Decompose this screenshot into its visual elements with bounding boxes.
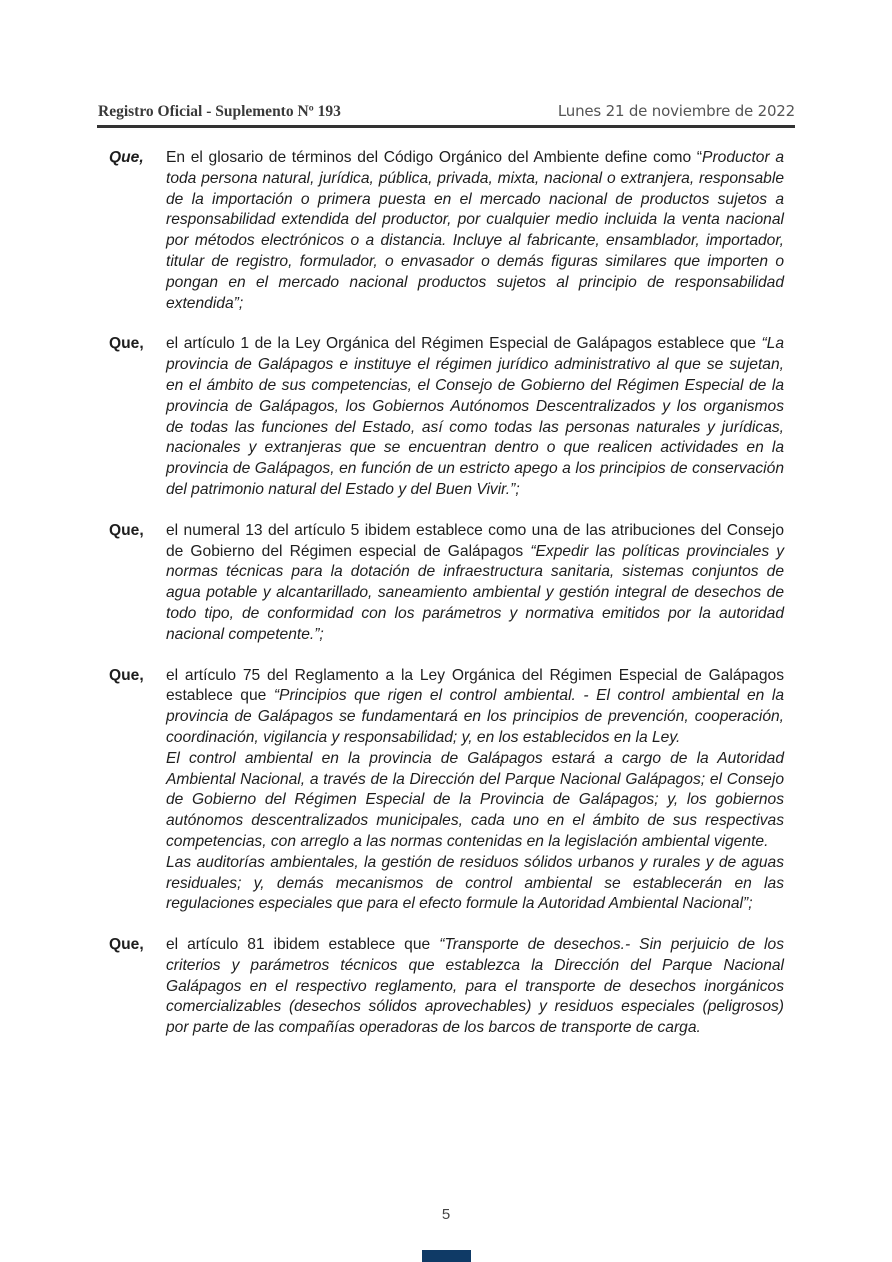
quoted-text: “Expedir las políticas provinciales y normas técnicas para la dotación de infraestructura sanitaria, sistemas conjuntos de agua potable y alcantarillado, saneamiento ambiental y gestión integral de desechos de todo tipo, de conformidad con los parámetros y normativa emitidos por la autoridad nacional competente.”; [166,542,784,643]
clause-intro-text: el artículo 75 del Reglamento a la Ley Orgánica del Régimen Especial de Galápagos establece que [166,666,784,705]
page-number: 5 [441,1206,451,1223]
clause-label: Que, [109,521,144,539]
clause-paragraph [166,521,784,646]
header-divider [97,125,795,128]
clause [109,334,784,500]
clause [109,935,784,1039]
quoted-text: El control ambiental en la provincia de Galápagos estará a cargo de la Autoridad Ambiental Nacional, a través de la Dirección del Parque Nacional Galápagos; el Consejo de Gobierno del Régimen Especial de la Provincia de Galápagos; y, los gobiernos autónomos descentralizados municipales, cada uno en el ámbito de sus respectivas competencias, con arreglo a las normas contenidas en la legislación ambiental vigente. [166,749,784,850]
clause-paragraph [166,148,784,314]
clause-intro-text: el numeral 13 del artículo 5 ibidem establece como una de las atribuciones del Consejo de Gobierno del Régimen especial de Galápagos [166,521,784,560]
clause [109,666,784,916]
clause-text [166,334,784,500]
clause-text [166,935,784,1039]
clause-intro-text: el artículo 1 de la Ley Orgánica del Régimen Especial de Galápagos establece que [166,335,762,353]
quoted-text: “Transporte de desechos.- Sin perjuicio de los criterios y parámetros técnicos que establezca la Dirección del Parque Nacional Galápagos en el respectivo reglamento, para el transporte de desechos inorgánicos comercializables (desechos sólidos aprovechables) y residuos especiales (peligrosos) por parte de las compañías operadoras de los barcos de transporte de carga. [166,936,784,1037]
clause-intro-text: el artículo 81 ibidem establece que [166,936,440,954]
document-body [109,148,784,1059]
clause-text [166,666,784,916]
quoted-text: Las auditorías ambientales, la gestión de residuos sólidos urbanos y rurales y de aguas residuales; y, demás mecanismos de control ambiental se establecerán en las regulaciones especiales que para el efecto formule la Autoridad Ambiental Nacional”; [166,853,784,913]
clause-paragraph [166,666,784,749]
clause [109,521,784,646]
publication-title: Registro Oficial - Suplemento Nº 193 [98,103,341,120]
clause-paragraph [166,853,784,915]
clause-label: Que, [109,149,144,166]
clause-text [166,148,784,314]
clause-paragraph [166,935,784,1039]
quoted-text: “Principios que rigen el control ambiental. - El control ambiental en la provincia de Galápagos se fundamentará en los principios de prevención, cooperación, coordinación, vigilancia y responsabilidad; y, en los establecidos en la Ley. [166,687,784,746]
page-header [98,101,795,123]
clause [109,148,784,314]
clause-paragraph [166,334,784,500]
clause-paragraph [166,749,784,853]
quoted-text: Productor a toda persona natural, jurídica, pública, privada, mixta, nacional o extranjera, responsable de la importación o primera puesta en el mercado nacional de productos sujetos a responsabilidad extendida del productor, por cualquier medio incluida la venta nacional por métodos electrónicos o a distancia. Incluye al fabricante, ensamblador, importador, titular de registro, formulador, o envasador o demás figuras similares que importen o pongan en el mercado nacional productos sujetos al principio de responsabilidad extendida”; [166,149,784,312]
clause-label: Que, [109,666,144,684]
clause-intro-text: En el glosario de términos del Código Orgánico del Ambiente define como “ [166,149,703,166]
quoted-text: “La provincia de Galápagos e instituye el régimen jurídico administrativo al que se sujetan, en el ámbito de sus competencias, el Consejo de Gobierno del Régimen Especial de la provincia de Galápagos, los Gobiernos Autónomos Descentralizados y los organismos de todas las funciones del Estado, así como todas las personas naturales y jurídicas, nacionales y extranjeras que se encuentran dentro o que realicen actividades en la provincia de Galápagos, en función de un estricto apego a los principios de conservación del patrimonio natural del Estado y del Buen Vivir.”; [166,335,784,498]
footer-bar [422,1250,471,1262]
clause-label: Que, [109,936,144,954]
clause-text [166,521,784,646]
publication-date: Lunes 21 de noviembre de 2022 [557,102,795,120]
clause-label: Que, [109,335,144,353]
